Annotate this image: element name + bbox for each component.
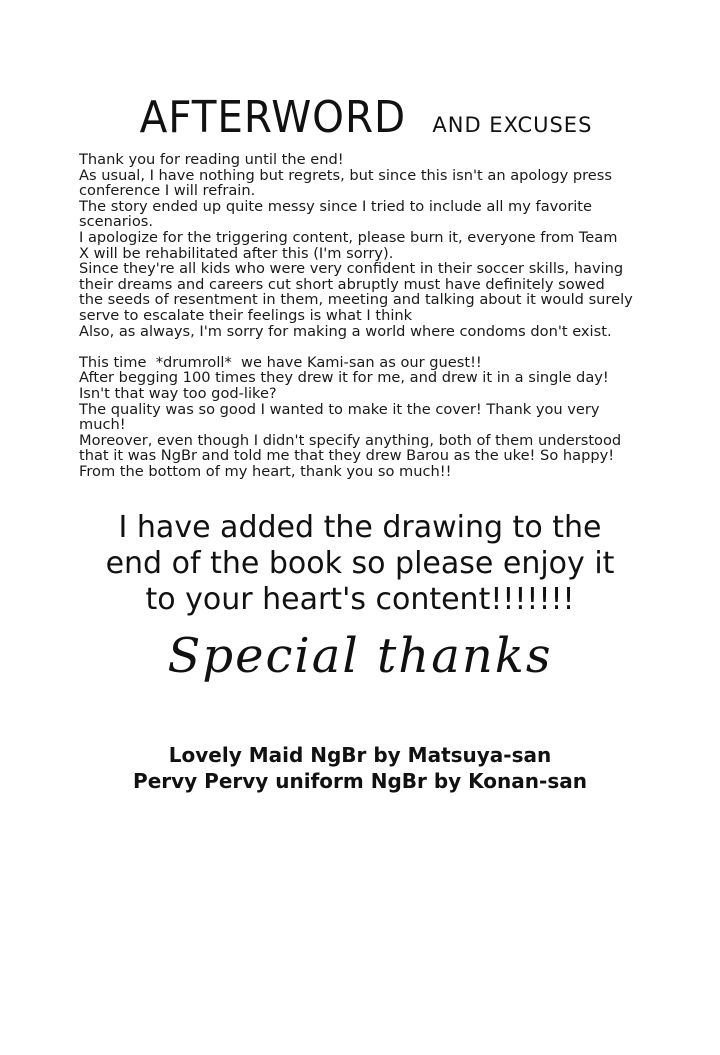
credit-line: Lovely Maid NgBr by Matsuya-san [168,743,552,767]
page-title [0,92,720,143]
credit-line: Pervy Pervy uniform NgBr by Konan-san [133,769,587,793]
body-line: The story ended up quite messy since I tried to include all my favorite [79,197,592,215]
body-line: serve to escalate their feelings is what I think [79,306,413,324]
title-main: AFTERWORD [139,92,406,143]
body-line: After begging 100 times they drew it for me, and drew it in a single day! [79,369,609,387]
body-line: scenarios. [79,213,154,231]
paragraph-gap [79,339,649,355]
title-sub: AND EXCUSES [432,113,593,137]
body-line: From the bottom of my heart, thank you so much!! [79,462,452,480]
body-line: The quality was so good I wanted to make it the cover! Thank you very [79,400,600,418]
drawing-note-line: I have added the drawing to the [118,510,602,545]
body-line: As usual, I have nothing but regrets, but since this isn't an apology press [79,166,612,184]
drawing-note-line: to your heart's content!!!!!!! [145,582,575,617]
body-line: I apologize for the triggering content, please burn it, everyone from Team [79,228,618,246]
body-line: much! [79,416,126,434]
body-line: Thank you for reading until the end! [79,151,344,168]
body-line: X will be rehabilitated after this (I'm sorry). [79,244,394,262]
special-thanks-heading: Special thanks [167,628,553,684]
drawing-note [0,510,720,618]
body-line: that it was NgBr and told me that they drew Barou as the uke! So happy! [79,447,615,465]
credits-list [0,742,720,794]
afterword-body [79,152,649,479]
body-line: This time *drumroll* we have Kami-san as our guest!! [79,353,482,371]
body-line: Moreover, even though I didn't specify anything, both of them understood [79,431,622,449]
body-line: their dreams and careers cut short abruptly must have definitely sowed [79,275,605,293]
body-line: Since they're all kids who were very confident in their soccer skills, having [79,260,624,278]
drawing-note-line: end of the book so please enjoy it [105,546,615,581]
body-line: Isn't that way too god-like? [79,384,277,402]
body-line: conference I will refrain. [79,182,256,200]
body-line: Also, as always, I'm sorry for making a world where condoms don't exist. [79,322,612,340]
body-line: the seeds of resentment in them, meeting and talking about it would surely [79,291,633,309]
